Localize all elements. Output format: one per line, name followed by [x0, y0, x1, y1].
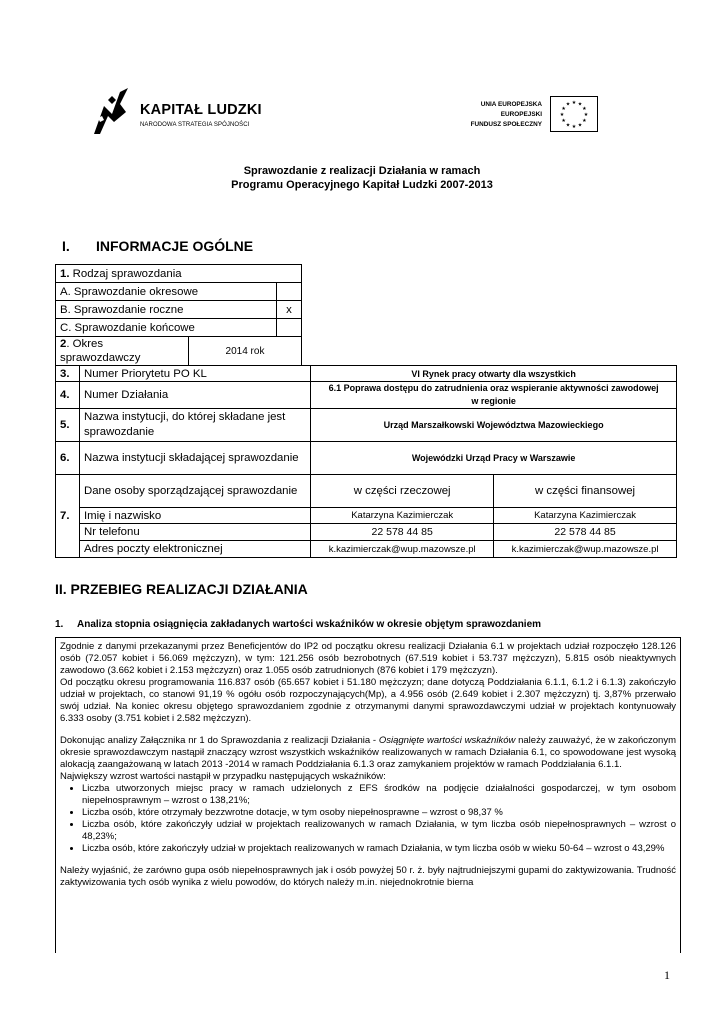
email-material: k.kazimierczak@wup.mazowsze.pl [311, 541, 494, 558]
page-number: 1 [664, 968, 670, 982]
svg-text:★: ★ [582, 106, 587, 112]
section-1-heading [62, 238, 253, 254]
row-5-value: Urząd Marszałkowski Województwa Mazowieckiego [311, 409, 677, 442]
row-4-num [56, 382, 80, 409]
email-financial: k.kazimierczak@wup.mazowsze.pl [494, 541, 677, 558]
paragraph-4: Największy wzrost wartości nastąpił w przypadku następujących wskaźników: [60, 771, 386, 782]
table-row [56, 382, 677, 409]
row-7-col-financial: w części finansowej [494, 475, 677, 508]
svg-text:★: ★ [577, 122, 583, 129]
table-row [56, 409, 677, 442]
table-row [56, 265, 302, 283]
row-4-value: 6.1 Poprawa dostępu do zatrudnienia oraz wspieranie aktywności zawodowej w regionie [311, 382, 677, 409]
list-item: • Liczba osób, które zakończyły udział w projektach realizowanych w ramach Działania, w tym liczba osób niepełnosprawnych – wzrost o 48,23%; [82, 819, 676, 843]
table-row [56, 475, 677, 508]
eu-flag-icon [550, 96, 598, 132]
period-label-text: . Okres sprawozdawczy [60, 338, 141, 364]
paragraph-3-pre: Dokonując analizy Załącznika nr 1 do Sprawozdania z realizacji Działania - [60, 735, 379, 746]
list-item: • Liczba osób, które zakończyły udział w projektach realizowanych w ramach Działania, w tym liczba osób w wieku 50-64 – wzrost o 43,29% [82, 843, 676, 855]
report-type-b: B. Sprawozdanie roczne [56, 301, 277, 319]
paragraph-3 [60, 735, 676, 771]
eu-line-3: FUNDUSZ SPOŁECZNY [470, 121, 542, 128]
email-label: Adres poczty elektronicznej [79, 541, 310, 558]
table-row [56, 283, 302, 301]
row-5-label: Nazwa instytucji, do której składane jest sprawozdanie [79, 409, 310, 442]
report-type-a-mark [277, 283, 302, 301]
svg-text:★: ★ [565, 101, 571, 108]
paragraph-2: Od początku okresu programowania 116.837 osób (65.657 kobiet i 51.180 mężczyzn; dane dotyczą Poddziałania 6.1.1, 6.1.2 i 6.1.3) zakończyło udział w projektach, co stanowi 91,19 % ogółu osób rozpoczynających(Mp), a 4.956 osób (2.649 kobiet i 2.307 mężczyzn) tj. 3,87% przerwało swój udział. Na koniec okresu objętego sprawozdaniem zgodnie z otrzymanymi danymi sprawozdawczymi udział w projektach kontynuowały 6.333 osoby (3.751 kobiet i 2.582 mężczyzn). [60, 677, 676, 724]
subsection-1-text: Analiza stopnia osiągnięcia zakładanych wartości wskaźników w okresie objętym sprawozdaniem [77, 619, 542, 630]
subsection-1-number: 1. [55, 619, 64, 630]
list-item: • Liczba osób, które otrzymały bezzwrotne dotacje, w tym osoby niepełnosprawne – wzrost o 98,37 % [82, 807, 676, 819]
period-value: 2014 rok [189, 337, 302, 366]
analysis-text-box [55, 637, 681, 953]
report-type-c: C. Sprawozdanie końcowe [56, 319, 277, 337]
row-3-num [56, 366, 80, 382]
name-label: Imię i nazwisko [79, 508, 310, 524]
row-7-label: Dane osoby sporządzającej sprawozdanie [79, 475, 310, 508]
table-row [56, 366, 677, 382]
eu-logo-text [456, 100, 542, 130]
period-label-num: 2 [60, 338, 67, 350]
spacer [60, 855, 676, 865]
report-title-line-1: Sprawozdanie z realizacji Działania w ramach [243, 165, 481, 177]
general-info-table [55, 365, 677, 558]
svg-text:★: ★ [559, 112, 565, 118]
phone-financial: 22 578 44 85 [494, 524, 677, 541]
paragraph-3-post: należy zauważyć, że w zakończonym okresie sprawozdawczym nastąpił znaczący wzrost wszystkich wskaźników realizowanych w ramach Działania 6.1, co spowodowane jest wysoką alokacją zaangażowaną w latach 2013 -2014 w ramach Poddziałania 6.1.3 oraz zamykaniem projektów w ramach Poddziałania 6.1.1. [60, 735, 676, 770]
row-5-num-text: 5. [60, 419, 70, 431]
row-7-col-material: w części rzeczowej [311, 475, 494, 508]
report-type-header-text: Rodzaj sprawozdania [69, 267, 182, 280]
subsection-1-heading [55, 619, 541, 630]
row-6-value: Wojewódzki Urząd Pracy w Warszawie [311, 442, 677, 475]
section-1-text: INFORMACJE OGÓLNE [96, 238, 254, 254]
row-4-label: Numer Działania [79, 382, 310, 409]
table-row [56, 541, 677, 558]
kapital-ludzki-title: KAPITAŁ LUDZKI [140, 102, 262, 118]
svg-text:★: ★ [571, 100, 577, 106]
report-type-b-mark: x [277, 301, 302, 319]
report-type-c-mark [277, 319, 302, 337]
list-item: • Liczba utworzonych miejsc pracy w ramach udzielonych z EFS środków na podjęcie działalności gospodarczej, w tym osobom niepełnosprawnym – wzrost o 138,21%; [82, 783, 676, 807]
section-1-number: I. [62, 238, 70, 254]
svg-text:★: ★ [571, 124, 577, 130]
row-6-num [56, 442, 80, 475]
row-4-num-text: 4. [60, 389, 70, 401]
table-row [56, 319, 302, 337]
name-financial: Katarzyna Kazimierczak [494, 508, 677, 524]
row-3-num-text: 3. [60, 367, 70, 380]
report-title [0, 164, 724, 192]
report-type-header-num: 1. [60, 267, 70, 280]
phone-label: Nr telefonu [79, 524, 310, 541]
phone-material: 22 578 44 85 [311, 524, 494, 541]
paragraph-1: Zgodnie z danymi przekazanymi przez Beneficjentów do IP2 od początku okresu realizacji Działania 6.1 w projektach udział rozpoczęło 128.126 osób (72.057 kobiet i 56.069 mężczyzn), w tym: 121.256 osób bezrobotnych (67.519 kobiet i 53.737 mężczyzn), 5.815 osób nieaktywnych zawodowo (3.662 kobiet i 2.153 mężczyzn) oraz 1.055 osób zatrudnionych (876 kobiet i 179 mężczyzn). [60, 641, 676, 676]
report-type-a: A. Sprawozdanie okresowe [56, 283, 277, 301]
svg-text:★: ★ [565, 122, 571, 129]
paragraph-5: Należy wyjaśnić, że zarówno gupa osób niepełnosprawnych jak i osób powyżej 50 r. ż. były najtrudniejszymi gupami do zaktywizowania. Trudność zaktywizowania tych osób wynika z wielu powodów, do których należy m.in. niejednokrotnie bierna [60, 865, 676, 888]
eu-line-2: EUROPEJSKI [500, 111, 542, 118]
table-row [56, 442, 677, 475]
row-3-value: VI Rynek pracy otwarty dla wszystkich [311, 366, 677, 382]
svg-text:★: ★ [577, 101, 583, 108]
period-label [56, 337, 189, 366]
svg-text:★: ★ [583, 112, 589, 118]
indicator-list [60, 783, 676, 855]
kapital-ludzki-emblem-icon [90, 86, 130, 136]
row-6-num-text: 6. [60, 452, 70, 464]
report-title-line-2: Programu Operacyjnego Kapitał Ludzki 2007-2013 [231, 179, 493, 191]
paragraph-3-italic: Osiągnięte wartości wskaźników [378, 735, 516, 746]
spacer [60, 725, 676, 735]
svg-text:★: ★ [561, 118, 566, 124]
row-7-num-text: 7. [60, 510, 70, 522]
svg-text:★: ★ [582, 118, 587, 124]
row-7-num [56, 475, 80, 558]
eu-line-1: UNIA EUROPEJSKA [480, 101, 542, 108]
section-2-heading: II. PRZEBIEG REALIZACJI DZIAŁANIA [55, 581, 308, 597]
report-type-table [55, 264, 302, 366]
table-row [56, 508, 677, 524]
report-type-header [56, 265, 302, 283]
svg-text:★: ★ [561, 106, 566, 112]
table-row [56, 524, 677, 541]
row-5-num [56, 409, 80, 442]
name-material: Katarzyna Kazimierczak [311, 508, 494, 524]
table-row [56, 301, 302, 319]
kapital-ludzki-subtitle: NARODOWA STRATEGIA SPÓJNOŚCI [140, 122, 250, 128]
row-3-label: Numer Priorytetu PO KL [79, 366, 310, 382]
row-6-label: Nazwa instytucji składającej sprawozdanie [79, 442, 310, 475]
table-row [56, 337, 302, 366]
